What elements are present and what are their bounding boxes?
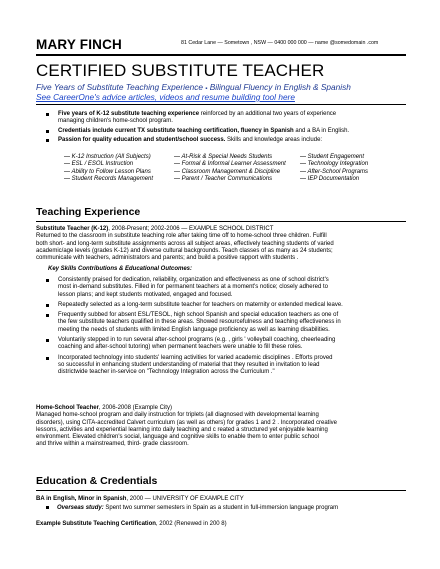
job-desc-line: and thrive within a mainstreamed, third- grade classroom. [36,441,189,448]
job-meta: , 2008-Present; 2002-2006 — EXAMPLE SCHOOL DISTRICT [108,226,274,232]
achievement-line: Voluntarily stepped in to run several after-school programs (e.g. , girls ' volleyball coaching, cheerleading [58,337,336,344]
achievement-item [46,337,401,352]
skill-item: — At-Risk & Special Needs Students [174,154,273,160]
certification-meta: , 2002 (Renewed in 200 8) [155,521,227,527]
achievement-line: meeting the needs of students with limited English language proficiency as well as learning disabilities. [58,326,330,333]
summary-item [46,128,401,135]
subtitle-left: Five Years of Substitute Teaching Experience [36,82,203,92]
job-desc-line: Managed home-school program and daily instruction for triplets (all diagnosed with developmental learning [36,412,319,419]
achievement-line: the few substitute teachers qualified in these areas. Showed resourcefulness and teaching effectiveness in [58,319,341,326]
job-title: Substitute Teacher (K-12) [36,226,109,232]
skills-column [300,154,368,183]
skill-item: — Parent / Teacher Communications [174,175,273,182]
summary-item-bold: Passion for quality education and student/school success. [58,136,226,143]
summary-item-bold: Five years of K-12 substitute teaching experience [58,111,200,117]
achievement-item [46,302,401,309]
summary-item-text-cont: managing children's home-school program. [58,118,173,125]
skill-item: — Student Records Management [64,175,154,182]
candidate-name: MARY FINCH [36,37,122,52]
bullet-icon [46,139,49,142]
certification [36,521,408,528]
education-degree [36,496,408,503]
key-skills-label: Key Skills Contributions & Educational Outcomes: [48,266,193,272]
job-home-school-teacher [36,405,408,449]
achievement-line: coaching and after-school tutoring) when permanent teachers were unable to fill these roles. [58,344,303,351]
achievement-item [46,277,401,299]
bullet-icon [46,130,49,133]
skill-item: — After-School Programs [300,168,369,175]
overseas-label: Overseas study: [57,505,104,511]
bullet-icon [46,506,49,509]
achievement-line: lesson plans; and kept students motivated, engaged and focused. [58,291,233,298]
skills-column [174,154,286,183]
summary-item-text: Skills and knowledge areas include: [225,136,323,143]
bullet-icon [46,279,49,282]
achievement-line: so successful in enhancing student understanding of material that they resulted in invitation to lead [58,361,320,368]
summary-rule [36,104,406,105]
achievement-line: Repeatedly selected as a long-term substitute teacher for teachers on maternity or extended medical leave. [58,301,343,308]
education-rule [36,490,406,491]
bullet-icon [46,339,49,342]
education-heading: Education & Credentials [36,475,158,487]
achievement-line: Frequently subbed for absent ESL/TESOL, high school Spanish and special education teachers as one of [58,312,339,319]
degree-meta: , 2000 — UNIVERSITY OF EXAMPLE CITY [126,496,244,502]
header-rule [36,54,406,56]
key-skills-subheading [48,266,408,273]
contact-line: 81 Cedar Lane — Sometown , NSW — 0400 000 000 — name @somedomain .com [181,40,379,46]
skill-item: — Student Engagement [300,154,365,160]
bullet-icon [46,357,49,360]
job-desc-line: disorders), using CITA-accredited Calvert curriculum (as well as others) for grades 1 and 2 . Incorporated creative [36,419,338,426]
job-desc-line: academic/age levels (grades K-12) and diverse cultural backgrounds. Teach classes of as many as 24 students; [36,247,333,254]
certification-name: Example Substitute Teaching Certification [36,521,156,527]
job-desc-line: Returned to the classroom in substitute teaching role after taking time off to home-school three children. Fulfill [36,233,327,240]
achievement-line: Consistently praised for dedication, reliability, organization and effectiveness as one of school district's [58,277,329,283]
job-desc-line: both short- and long-term substitute assignments across all subject areas, effectively teaching students of varied [36,240,334,247]
overseas-text: Spent two summer semesters in Spain as a student in full-immersion language program [103,505,339,511]
achievement-list [46,277,401,377]
summary-item-bold: Credentials include current TX substitute teaching certification, fluency in Spanish [58,127,294,134]
summary-item [46,111,401,126]
job-meta: , 2006-2008 (Example City) [98,405,172,411]
job-title: Home-School Teacher [36,405,99,411]
degree-name: BA in English, Minor in Spanish [36,496,127,502]
bullet-icon [46,113,49,116]
summary-item-text: and a BA in English. [293,127,350,134]
skill-item: — K-12 Instruction (All Subjects) [64,154,151,160]
overseas-study [46,505,338,511]
careerone-link[interactable]: See CareerOne's advice articles, videos and resume building tool here [36,92,295,102]
job-desc-line: communicate with teachers, administrators and parents; and build a positive rapport with students . [36,255,299,262]
skill-item: — Ability to Follow Lesson Plans [64,168,151,175]
subtitle-right: Bilingual Fluency in English & Spanish [209,82,351,92]
experience-rule [36,221,406,222]
skill-item: — ESL / ESOL Instruction [64,161,134,168]
resume-title: CERTIFIED SUBSTITUTE TEACHER [36,61,325,80]
experience-heading: Teaching Experience [36,206,141,218]
job-desc-line: lessons, activities and experiential learning into daily teaching and c reated a structured yet enjoyable learning [36,426,328,433]
job-desc-line: environment. Elevated children's social, language and cognitive skills to enable them to enter public school [36,434,319,441]
skill-item: — IEP Documentation [300,175,360,182]
job-substitute-teacher [36,226,408,262]
achievement-line: districtwide teacher in-service on "Technology Integration across the Curriculum ." [58,369,275,376]
summary-item-text: reinforced by an additional two years of experience [199,111,337,117]
achievement-line: most in-demand substitutes. Filled in for permanent teachers at a moment's notice; closely adhered to [58,284,328,291]
resume-subtitle [36,82,351,92]
bullet-icon [46,304,49,307]
skills-column [64,154,153,183]
achievement-line: Incorporated technology into students' learning activities for varied academic disciplines . Efforts proved [58,354,333,361]
bullet-icon [46,314,49,317]
skill-item: — Classroom Management & Discipline [174,168,281,175]
subtitle-separator-icon: ▪ [205,86,208,92]
summary-list [46,111,401,144]
summary-item [46,137,401,144]
achievement-item [46,312,401,334]
skill-item: — Formal & Informal Learner Assessment [174,161,286,168]
achievement-item [46,355,401,377]
skill-item: — Technology Integration [300,161,369,168]
